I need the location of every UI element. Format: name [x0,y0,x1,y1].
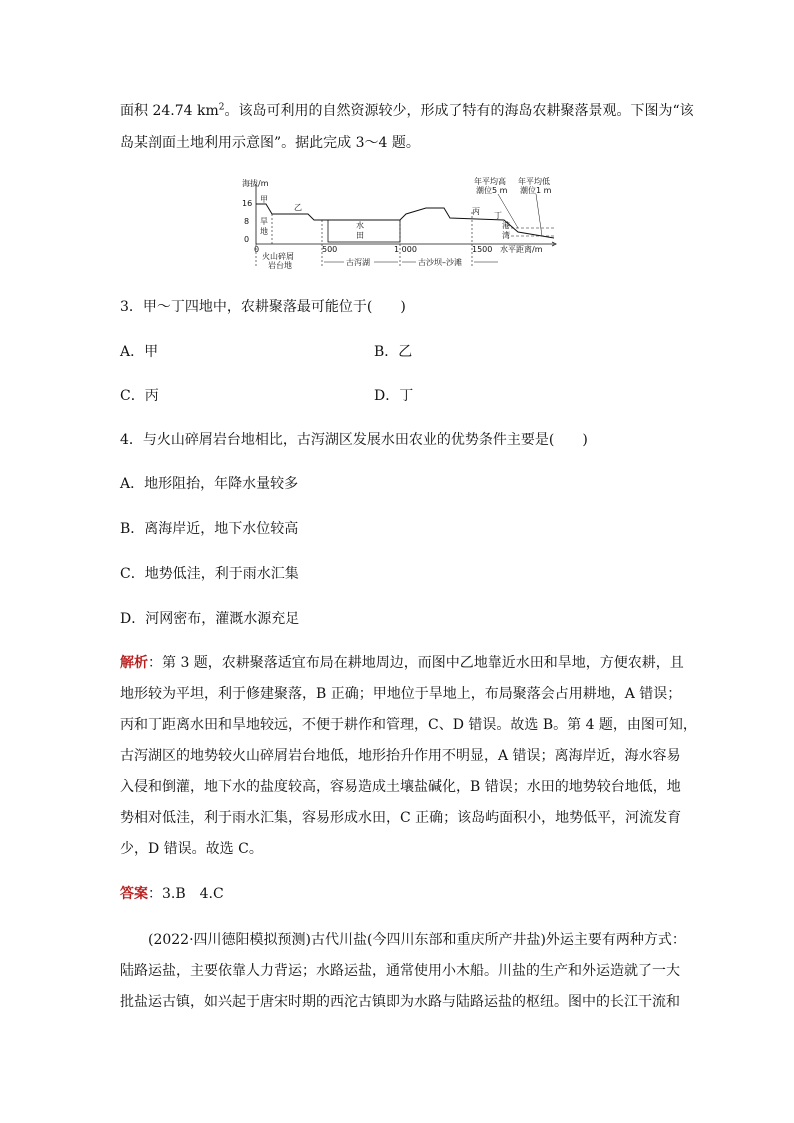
dryland-label-1: 旱 [260,217,268,226]
harbor-label-1: 港 [502,221,510,230]
harbor-label-2: 湾 [502,231,510,240]
superscript: 2 [218,102,225,113]
y-tick-16: 16 [242,199,253,208]
q4-option-d: D．河网密布，灌溉水源充足 [120,611,300,627]
y-axis-label: 海拔/m [242,179,269,188]
q3-option-b: B．乙 [374,344,413,360]
x-tick-1500: 1500 [472,245,493,254]
zone-volcanic-1: 火山碎屑 [262,252,294,261]
q4-option-b: B．离海岸近，地下水位较高 [120,521,299,537]
analysis-line-3: 丙和丁距离水田和旱地较远，不便于耕作和管理，C、D 错误。故选 B。第 4 题，由图可知， [120,717,697,733]
intro-line-1 [120,101,694,121]
x-axis-label: 水平距离/m [500,245,543,254]
legend-high-2: 潮位5 m [476,186,508,195]
answer-line [120,884,680,904]
x-tick-1000: 1 000 [394,245,417,254]
y-tick-8: 8 [244,217,250,226]
analysis-label: 解析 [120,655,148,671]
intro-text-a: 面积 24.74 km [120,103,219,119]
q3-option-d: D．丁 [374,388,414,404]
next-passage-line-3: 批盐运古镇，如兴起于唐宋时期的西沱古镇即为水路与陆路运盐的枢纽。图中的长江干流和 [120,994,680,1010]
legend-low-2: 潮位1 m [520,186,552,195]
next-passage-line-1: (2022·四川德阳模拟预测)古代川盐(今四川东部和重庆所产井盐)外运主要有两种方式： [148,932,686,948]
zone-volcanic-2: 岩台地 [268,261,292,270]
legend-high-1: 年平均高 [474,177,506,186]
question-3-stem: 3．甲～丁四地中，农耕聚落最可能位于( ) [120,299,406,315]
low-tide-pointer [536,194,542,236]
label-jia: 甲 [260,195,268,204]
answer-value: ：3.B 4.C [148,886,224,902]
q3-option-c: C．丙 [120,388,159,404]
y-tick-0: 0 [244,235,250,244]
q4-option-c: C．地势低洼，利于雨水汇集 [120,566,299,582]
paddy-label-2: 田 [356,231,364,240]
intro-line-2: 岛某剖面土地利用示意图”。据此完成 3～4 题。 [120,135,420,151]
analysis-line-5: 入侵和倒灌，地下水的盐度较高，容易造成土壤盐碱化，B 错误；水田的地势较台地低，地 [120,779,681,795]
label-yi: 乙 [294,203,302,212]
q4-option-a: A．地形阻抬，年降水量较多 [120,476,299,492]
intro-text-b: 。该岛可利用的自然资源较少，形成了特有的海岛农耕聚落景观。下图为“该 [224,103,694,119]
analysis-line-6: 势相对低洼，利于雨水汇集，容易形成水田，C 正确；该岛屿面积小，地势低平，河流发育 [120,810,682,826]
question-4-stem: 4．与火山碎屑岩台地相比，古泻湖区发展水田农业的优势条件主要是( ) [120,432,588,448]
analysis-line-2: 地形较为平坦，利于修建聚落，B 正确；甲地位于旱地上，布局聚落会占用耕地，A 错误； [120,686,682,702]
legend-low-1: 年平均低 [518,177,550,186]
land-use-profile-figure [236,176,562,270]
paddy-label-1: 水 [356,221,364,230]
analysis-text-1: ：第 3 题，农耕聚落适宜布局在耕地周边，而图中乙地靠近水田和旱地，方便农耕，且 [148,655,684,671]
x-tick-0: 0 [254,245,260,254]
paddy-field-box [328,220,400,242]
analysis-line-1 [120,653,684,673]
next-passage-line-2: 陆路运盐，主要依靠人力背运；水路运盐，通常使用小木船。川盐的生产和外运造就了一大 [120,963,680,979]
q3-option-a: A．甲 [120,344,159,360]
x-tick-500: 500 [322,245,338,254]
label-ding: 丁 [494,211,502,220]
dryland-label-2: 地 [260,227,268,236]
answer-label: 答案 [120,886,148,902]
zone-lagoon: 古泻湖 [346,258,370,267]
analysis-line-7: 少，D 错误。故选 C。 [120,841,263,857]
zone-sandbar: 古沙坝–沙滩 [418,258,462,267]
label-bing: 丙 [472,207,480,216]
analysis-line-4: 古泻湖区的地势较火山碎屑岩台地低，地形抬升作用不明显，A 错误；离海岸近，海水容易 [120,748,681,764]
